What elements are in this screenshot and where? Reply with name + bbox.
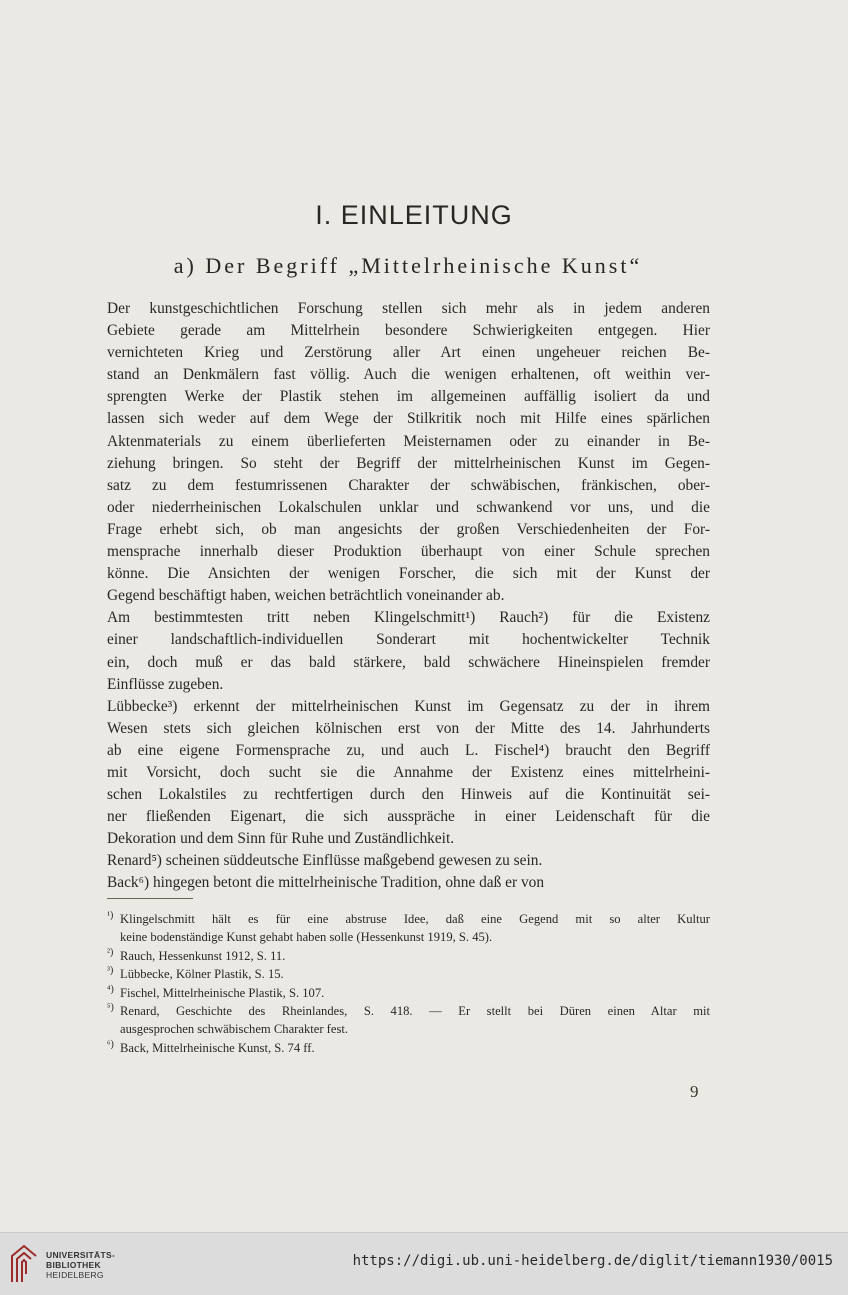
text-line: schen Lokalstiles zu rechtfertigen durch den Hinweis auf die Kontinuität sei- <box>107 786 710 804</box>
text-line: Back⁶) hingegen betont die mittelrheinische Tradition, ohne daß er von <box>107 874 545 892</box>
text-line: Lübbecke³) erkennt der mittelrheinischen Kunst im Gegensatz zu der in ihrem <box>107 697 710 715</box>
text-line: ziehung bringen. So steht der Begriff der mittelrheinischen Kunst im Gegen- <box>107 454 710 472</box>
paragraph <box>107 872 710 894</box>
library-logo-icon <box>8 1244 40 1284</box>
text-line: Renard⁵) scheinen süddeutsche Einflüsse maßgebend gewesen zu sein. <box>107 852 543 870</box>
library-logo-text <box>46 1250 115 1280</box>
text-line: satz zu dem festumrissenen Charakter der schwäbischen, fränkischen, ober- <box>107 476 710 494</box>
paragraph <box>107 696 710 851</box>
footnote-line: Renard, Geschichte des Rheinlandes, S. 418. — Er stellt bei Düren einen Altar mit <box>120 1004 710 1019</box>
footnote-line: keine bodenständige Kunst gehabt haben solle (Hessenkunst 1919, S. 45). <box>120 930 493 945</box>
paragraph <box>107 607 710 695</box>
footnote <box>107 1002 710 1039</box>
footnote-number: ³) <box>107 965 114 977</box>
footnotes <box>107 910 710 1057</box>
footnote-number: ⁶) <box>107 1038 114 1050</box>
text-line: Gegend beschäftigt haben, weichen beträchtlich voneinander ab. <box>107 587 505 605</box>
paragraph <box>107 298 710 607</box>
text-line: Der kunstgeschichtlichen Forschung stellen sich mehr als in jedem anderen <box>107 300 710 317</box>
text-line: ner fließenden Eigenart, die sich ausspräche in einer Leidenschaft für die <box>107 808 710 826</box>
text-line: oder niederrheinischen Lokalschulen unklar und schwankend vor uns, und die <box>107 498 710 516</box>
footnote <box>107 910 710 947</box>
text-line: Am bestimmtesten tritt neben Klingelschmitt¹) Rauch²) für die Existenz <box>107 609 710 627</box>
text-line: mensprache innerhalb dieser Produktion überhaupt von einer Schule sprechen <box>107 543 710 561</box>
text-line: ab eine eigene Formensprache zu, und auch L. Fischel⁴) braucht den Begriff <box>107 741 710 759</box>
text-line: vernichteten Krieg und Zerstörung aller Art einen ungeheuer reichen Be- <box>107 344 710 362</box>
text-line: einer landschaftlich-individuellen Sonderart mit hochentwickelter Technik <box>107 631 710 649</box>
footnote-number: ⁴) <box>107 983 114 995</box>
text-line: sprengten Werke der Plastik stehen im allgemeinen auffällig isoliert da und <box>107 388 710 406</box>
section-title: a) Der Begriff „Mittelrheinische Kunst“ <box>173 253 643 278</box>
text-line: ein, doch muß er das bald stärkere, bald schwächere Hineinspielen fremder <box>107 653 710 671</box>
text-line: mit Vorsicht, doch sucht sie die Annahme der Existenz eines mittelrheini- <box>107 763 710 781</box>
footnote <box>107 984 710 1002</box>
text-line: Gebiete gerade am Mittelrhein besondere Schwierigkeiten entgegen. Hier <box>107 322 710 340</box>
footnote-number: ²) <box>107 946 114 958</box>
text-line: Frage erhebt sich, ob man angesichts der großen Verschiedenheiten der For- <box>107 520 710 538</box>
footnote-line: Rauch, Hessenkunst 1912, S. 11. <box>120 948 286 963</box>
footnote-number: ¹) <box>107 910 114 921</box>
footnote-line: Lübbecke, Kölner Plastik, S. 15. <box>120 967 284 982</box>
paragraph <box>107 850 710 872</box>
text-line: Einflüsse zugeben. <box>107 675 224 693</box>
text-line: lassen sich weder auf dem Wege der Stilkritik noch mit Hilfe eines spärlichen <box>107 410 710 428</box>
logo-line-3: HEIDELBERG <box>46 1270 104 1280</box>
text-line: Aktenmaterials zu einem überlieferten Meisternamen oder zu einander in Be- <box>107 432 710 450</box>
text-line: Dekoration und dem Sinn für Ruhe und Zuständlichkeit. <box>107 830 455 848</box>
text-line: könne. Die Ansichten der wenigen Forscher, die sich mit der Kunst der <box>107 565 710 583</box>
text-line: Wesen stets sich gleichen kölnischen erst von der Mitte des 14. Jahrhunderts <box>107 719 710 737</box>
page-number: 9 <box>690 1082 699 1101</box>
source-url[interactable]: https://digi.ub.uni-heidelberg.de/diglit/tiemann1930/0015 <box>352 1253 833 1269</box>
footnote-divider <box>107 898 193 899</box>
body-text <box>107 298 710 895</box>
text-line: stand an Denkmälern fast völlig. Auch die wenigen erhaltenen, oft weithin ver- <box>107 366 710 384</box>
footnote-line: Klingelschmitt hält es für eine abstruse Idee, daß eine Gegend mit so alter Kultur <box>120 912 710 926</box>
footnote <box>107 1039 710 1057</box>
logo-line-2: BIBLIOTHEK <box>46 1260 101 1270</box>
footnote-line: Back, Mittelrheinische Kunst, S. 74 ff. <box>120 1040 315 1055</box>
footnote-number: ⁵) <box>107 1002 114 1014</box>
footnote-line: Fischel, Mittelrheinische Plastik, S. 107. <box>120 985 325 1000</box>
viewer-footer <box>0 1232 848 1295</box>
footnote <box>107 965 710 983</box>
logo-line-1: UNIVERSITÄTS- <box>46 1250 116 1260</box>
chapter-title: I. EINLEITUNG <box>315 200 513 230</box>
footnote-line: ausgesprochen schwäbischem Charakter fest. <box>120 1022 349 1037</box>
footnote <box>107 947 710 965</box>
